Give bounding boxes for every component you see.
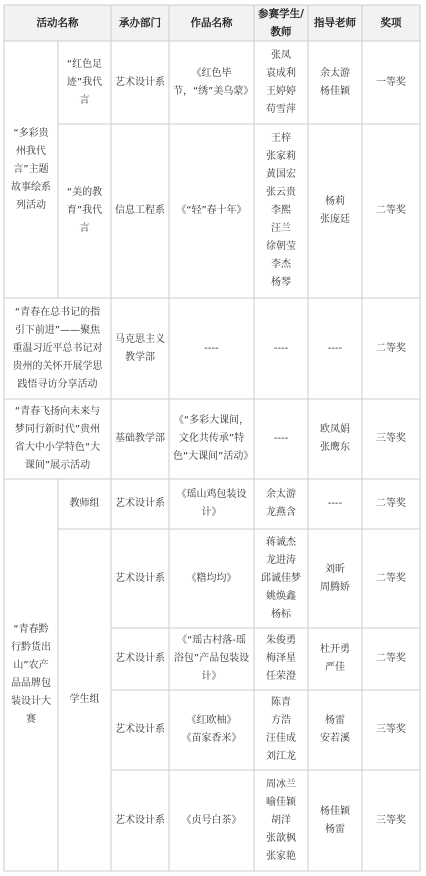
sub-activity: 学生组 <box>69 694 100 705</box>
members-cell: 蒋诚杰 龙进涛 邱诚佳梦 姚焕鑫 杨标 <box>261 536 301 620</box>
advisor-cell: 杜开勇 严佳 <box>320 644 350 673</box>
dept-cell: 艺术设计系 <box>115 76 165 88</box>
work-cell: 《“瑶古村落-瑶浴包”产品包装设计》 <box>173 635 250 682</box>
award-cell: 三等奖 <box>376 814 406 826</box>
award-cell: 二等奖 <box>376 342 406 354</box>
members-cell: 陈青 方浩 汪佳成 刘江龙 <box>266 697 296 762</box>
dept-cell: 艺术设计系 <box>115 498 165 509</box>
work-cell: 《红欧柚》 《苗家香米》 <box>181 715 242 744</box>
members-cell: 张凤 袁成利 王婷婷 苟雪萍 <box>266 49 296 115</box>
activity-name: “青春飞扬向未来与梦同行新时代”贵州省大中小学特色“大课间”展示活动 <box>14 406 101 471</box>
activity-name: “青春在总书记的指引下前进”——聚焦重温习近平总书记对贵州的关怀开展学思践悟寻访分享活动 <box>12 306 103 390</box>
work-cell: ---- <box>204 342 219 354</box>
advisor-cell: ---- <box>327 342 343 354</box>
members-cell: 余太游 龙燕含 <box>266 489 296 518</box>
work-cell: 《糌均均》 <box>186 572 237 584</box>
members-cell: ---- <box>273 433 289 444</box>
advisor-cell: ---- <box>327 498 343 509</box>
dept-cell: 艺术设计系 <box>115 653 165 664</box>
dept-cell: 马克思主义教学部 <box>115 333 165 363</box>
members-cell: 周冰兰 喻佳颖 胡洋 张歆枫 张家艳 <box>266 778 296 862</box>
members-cell: ---- <box>273 342 289 354</box>
award-cell: 三等奖 <box>376 724 406 735</box>
advisor-cell: 杨雷 安若溪 <box>320 715 350 744</box>
members-cell: 朱俊勇 梅泽星 任荣澄 <box>266 635 296 682</box>
dept-cell: 基础教学部 <box>115 433 165 444</box>
work-cell: 《“轻”春十年》 <box>176 205 247 216</box>
header-dept: 承办部门 <box>111 5 169 41</box>
advisor-cell: 杨莉 张庞廷 <box>320 196 350 225</box>
award-cell: 二等奖 <box>376 498 406 509</box>
award-cell: 二等奖 <box>376 572 406 584</box>
award-cell: 二等奖 <box>376 205 406 216</box>
advisor-cell: 欧凤娟 张鹰东 <box>320 424 350 453</box>
work-cell: 《红色毕节，“绣”美乌蒙》 <box>173 67 254 97</box>
sub-activity: 教师组 <box>69 498 100 509</box>
work-cell: 《瑶山鸡包装设计》 <box>176 489 247 518</box>
members-cell: 王梓 张家莉 黄国宏 张云贵 李熙 汪兰 徐朝莹 李杰 杨琴 <box>266 133 296 288</box>
advisor-cell: 余太游 杨佳颖 <box>320 67 350 97</box>
activity-name: “多彩贵州我代言”主题故事绘系列活动 <box>11 127 51 211</box>
award-cell: 三等奖 <box>376 433 406 444</box>
dept-cell: 信息工程系 <box>115 205 165 216</box>
sub-activity: “美的教育”我代言 <box>66 187 103 234</box>
sub-activity: “红色足迹”我代言 <box>66 58 103 106</box>
dept-cell: 艺术设计系 <box>115 572 165 584</box>
dept-cell: 艺术设计系 <box>115 724 165 735</box>
award-cell: 一等奖 <box>376 76 406 88</box>
activity-name: “青春黔行黔货出山”农产品品牌包装设计大赛 <box>11 624 51 725</box>
header-award: 奖项 <box>362 5 420 41</box>
header-work: 作品名称 <box>169 5 254 41</box>
header-advisor: 指导老师 <box>308 5 362 41</box>
work-cell: 《贞号白茶》 <box>181 814 242 826</box>
advisor-cell: 杨佳颖 杨雷 <box>320 805 350 835</box>
work-cell: 《“多彩大课间，文化共传承”特色“大课间”活动》 <box>173 415 254 462</box>
dept-cell: 艺术设计系 <box>115 814 165 826</box>
header-members: 参赛学生/教师 <box>254 5 308 41</box>
advisor-cell: 刘昕 周腾娇 <box>320 563 350 593</box>
header-activity: 活动名称 <box>4 5 111 41</box>
award-cell: 二等奖 <box>376 653 406 664</box>
